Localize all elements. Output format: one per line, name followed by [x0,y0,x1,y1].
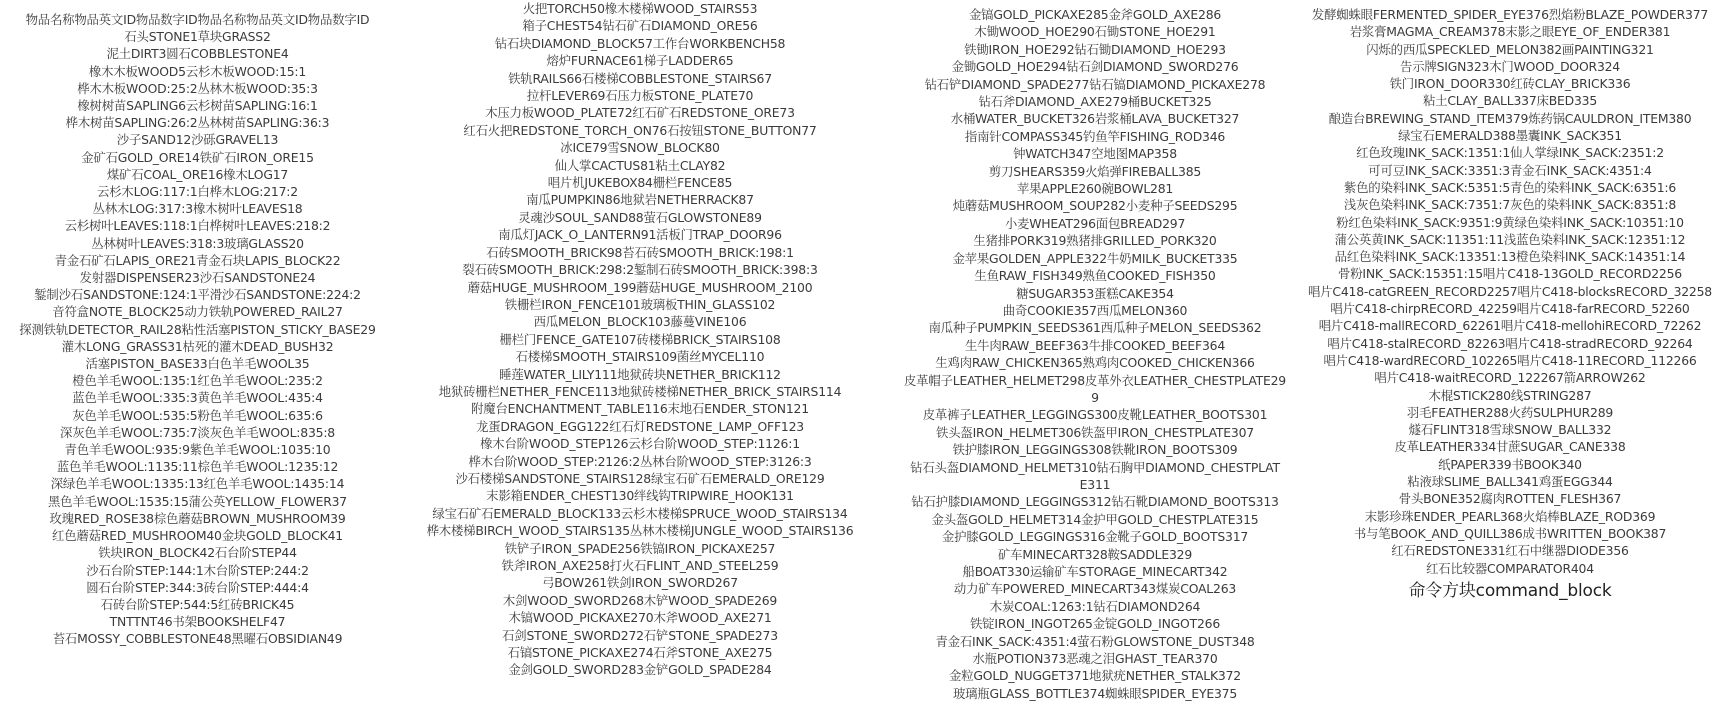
item-entry-line: 石楼梯SMOOTH_STAIRS109菌丝MYCEL110 [515,349,765,365]
item-entry-line: 灵魂沙SOUL_SAND88萤石GLOWSTONE89 [518,209,762,225]
item-entry-line: 红石REDSTONE331红石中继器DIODE356 [1391,543,1629,559]
item-entry-line: 木锄WOOD_HOE290石锄STONE_HOE291 [974,24,1216,40]
item-entry-line: 丛林树叶LEAVES:318:3玻璃GLASS20 [91,235,304,251]
item-entry-line: 黑色羊毛WOOL:1535:15蒲公英YELLOW_FLOWER37 [47,493,347,509]
item-entry-line: 沙子SAND12沙砾GRAVEL13 [116,132,279,148]
item-entry-line: 木镐WOOD_PICKAXE270木斧WOOD_AXE271 [508,610,772,626]
item-id-column-4 [1290,6,1730,603]
item-entry-line: 钻石铲DIAMOND_SPADE277钻石镐DIAMOND_PICKAXE278 [924,76,1266,92]
item-id-column-1 [0,11,395,648]
item-entry-line: 裂石砖SMOOTH_BRICK:298:2錾制石砖SMOOTH_BRICK:398:3 [462,262,818,278]
item-entry-line: 橡木木板WOOD5云杉木板WOOD:15:1 [88,63,307,79]
item-entry-line: 南瓜灯JACK_O_LANTERN91活板门TRAP_DOOR96 [498,227,782,243]
item-entry-line: 曲奇COOKIE357西瓜MELON360 [1002,302,1188,318]
item-entry-line: 皮革裤子LEATHER_LEGGINGS300皮靴LEATHER_BOOTS301 [922,407,1268,423]
item-entry-line: 矿车MINECART328鞍SADDLE329 [997,546,1193,562]
item-entry-line: 木炭COAL:1263:1钻石DIAMOND264 [989,598,1201,614]
item-entry-line: 9 [1091,389,1099,405]
item-entry-line: 青色羊毛WOOL:935:9紫色羊毛WOOL:1035:10 [64,442,331,458]
item-entry-line: 钻石块DIAMOND_BLOCK57工作台WORKBENCH58 [494,35,786,51]
item-entry-line: 深灰色羊毛WOOL:735:7淡灰色羊毛WOOL:835:8 [60,424,335,440]
item-entry-line: 生牛肉RAW_BEEF363牛排COOKED_BEEF364 [964,337,1226,353]
item-entry-line: 物品名称物品英文ID物品数字ID物品名称物品英文ID物品数字ID [25,12,370,27]
item-entry-line: 桦木台阶WOOD_STEP:2126:2丛林台阶WOOD_STEP:3126:3 [468,453,812,469]
item-entry-line: 橡树树苗SAPLING6云杉树苗SAPLING:16:1 [77,98,318,114]
item-entry-line: 玫瑰RED_ROSE38棕色蘑菇BROWN_MUSHROOM39 [49,510,346,526]
item-entry-line: 红色蘑菇RED_MUSHROOM40金块GOLD_BLOCK41 [52,528,343,544]
item-entry-line: 红石火把REDSTONE_TORCH_ON76石按钮STONE_BUTTON77 [463,122,817,138]
item-entry-line: 动力矿车POWERED_MINECART343煤炭COAL263 [953,581,1237,597]
item-entry-line: 青金石INK_SACK:4351:4萤石粉GLOWSTONE_DUST348 [935,633,1255,649]
item-entry-line: 蒲公英黄INK_SACK:11351:11浅蓝色染料INK_SACK:12351:12 [1334,231,1686,247]
item-entry-line: 石镐STONE_PICKAXE274石斧STONE_AXE275 [507,645,773,661]
item-entry-line: 羽毛FEATHER288火药SULPHUR289 [1406,404,1614,420]
item-entry-line: 金护膝GOLD_LEGGINGS316金靴子GOLD_BOOTS317 [941,529,1249,545]
item-entry-line: 木压力板WOOD_PLATE72红石矿石REDSTONE_ORE73 [485,105,795,121]
item-entry-line: 唱片C418-mallRECORD_62261唱片C418-mellohiRECORD_72262 [1318,318,1702,334]
item-entry-line: 金剑GOLD_SWORD283金铲GOLD_SPADE284 [508,662,772,678]
item-entry-line: 木剑WOOD_SWORD268木铲WOOD_SPADE269 [502,592,778,608]
item-entry-line: 橙色羊毛WOOL:135:1红色羊毛WOOL:235:2 [72,373,323,389]
item-entry-line: 石头STONE1草块GRASS2 [124,29,271,45]
item-entry-line: 木棍STICK280线STRING287 [1428,387,1592,403]
item-entry-line: 玻璃瓶GLASS_BOTTLE374蜘蛛眼SPIDER_EYE375 [952,685,1238,701]
item-entry-line: 粘液球SLIME_BALL341鸡蛋EGG344 [1407,474,1613,490]
item-entry-line: 石砖台阶STEP:544:5红砖BRICK45 [100,596,295,612]
item-entry-line: 唱片C418-catGREEN_RECORD2257唱片C418-blocksRECORD_32258 [1308,283,1712,299]
item-entry-line: 末影箱ENDER_CHEST130绊线钩TRIPWIRE_HOOK131 [486,488,794,504]
item-entry-line: 煤矿石COAL_ORE16橡木LOG17 [106,166,289,182]
item-entry-line: 皮革LEATHER334甘蔗SUGAR_CANE338 [1394,439,1626,455]
item-entry-line: 糖SUGAR353蛋糕CAKE354 [1016,285,1174,301]
item-id-column-2 [405,0,875,679]
item-entry-line: 铁锄IRON_HOE292钻石锄DIAMOND_HOE293 [964,41,1226,57]
item-entry-line: 闪烁的西瓜SPECKLED_MELON382画PAINTING321 [1366,41,1654,57]
item-entry-line: 水瓶POTION373恶魂之泪GHAST_TEAR370 [972,651,1218,667]
item-entry-line: 金粒GOLD_NUGGET371地狱疣NETHER_STALK372 [949,668,1241,684]
item-entry-line: 箱子CHEST54钻石矿石DIAMOND_ORE56 [522,18,758,34]
item-entry-line: 金镐GOLD_PICKAXE285金斧GOLD_AXE286 [968,7,1222,22]
command-block-entry: 命令方块command_block [1408,580,1612,601]
item-entry-line: TNTTNT46书架BOOKSHELF47 [109,614,286,630]
item-entry-line: 纸PAPER339书BOOK340 [1438,456,1582,472]
item-entry-line: 南瓜PUMPKIN86地狱岩NETHERRACK87 [526,192,754,208]
item-entry-line: 红色玫瑰INK_SACK:1351:1仙人掌绿INK_SACK:2351:2 [1356,145,1664,161]
item-entry-line: 灰色羊毛WOOL:535:5粉色羊毛WOOL:635:6 [72,407,323,423]
item-entry-line: 橡木台阶WOOD_STEP126云杉台阶WOOD_STEP:1126:1 [480,436,800,452]
item-entry-line: 浅灰色染料INK_SACK:7351:7灰色的染料INK_SACK:8351:8 [1343,197,1677,213]
item-entry-line: 粘土CLAY_BALL337床BED335 [1422,93,1598,109]
item-entry-line: 云杉木LOG:117:1白桦木LOG:217:2 [97,184,298,200]
item-entry-line: 灌木LONG_GRASS31枯死的灌木DEAD_BUSH32 [61,338,334,354]
item-entry-line: 云杉树叶LEAVES:118:1白桦树叶LEAVES:218:2 [64,218,331,234]
item-entry-line: 桦木木板WOOD:25:2丛林木板WOOD:35:3 [77,80,318,96]
item-entry-line: 弓BOW261铁剑IRON_SWORD267 [542,575,738,591]
item-entry-line: 探测铁轨DETECTOR_RAIL28粘性活塞PISTON_STICKY_BASE29 [19,321,376,337]
item-entry-line: 小麦WHEAT296面包BREAD297 [1004,215,1186,231]
item-entry-line: 地狱砖栅栏NETHER_FENCE113地狱砖楼梯NETHER_BRICK_STAIRS114 [438,383,842,399]
item-entry-line: 钻石斧DIAMOND_AXE279桶BUCKET325 [978,94,1212,110]
item-entry-line: 活塞PISTON_BASE33白色羊毛WOOL35 [85,356,310,372]
item-entry-line: 生猪排PORK319熟猪排GRILLED_PORK320 [973,233,1217,249]
item-entry-line: 桦木树苗SAPLING:26:2丛林树苗SAPLING:36:3 [65,115,330,131]
item-entry-line: 铁锭IRON_INGOT265金锭GOLD_INGOT266 [969,616,1221,632]
item-entry-line: 青金石矿石LAPIS_ORE21青金石块LAPIS_BLOCK22 [54,252,341,268]
item-entry-line: 桦木楼梯BIRCH_WOOD_STAIRS135丛林木楼梯JUNGLE_WOOD_STAIRS136 [426,523,854,539]
item-entry-line: 蘑菇HUGE_MUSHROOM_199蘑菇HUGE_MUSHROOM_2100 [467,279,813,295]
item-entry-line: 骨粉INK_SACK:15351:15唱片C418-13GOLD_RECORD2256 [1338,266,1682,282]
item-entry-line: 泥土DIRT3圆石COBBLESTONE4 [106,46,289,62]
item-entry-line: 龙蛋DRAGON_EGG122红石灯REDSTONE_LAMP_OFF123 [476,418,804,434]
item-entry-line: 钟WATCH347空地图MAP358 [1013,146,1177,162]
item-entry-line: 金头盔GOLD_HELMET314金护甲GOLD_CHESTPLATE315 [931,511,1259,527]
item-entry-line: 骨头BONE352腐肉ROTTEN_FLESH367 [1398,491,1622,507]
item-entry-line: 熔炉FURNACE61梯子LADDER65 [546,53,734,69]
item-entry-line: 钻石护膝DIAMOND_LEGGINGS312钻石靴DIAMOND_BOOTS313 [911,494,1279,510]
item-entry-line: 音符盒NOTE_BLOCK25动力铁轨POWERED_RAIL27 [52,304,343,320]
item-entry-line: E311 [1079,476,1111,492]
item-entry-line: 品红色染料INK_SACK:13351:13橙色染料INK_SACK:14351:14 [1334,249,1686,265]
item-entry-line: 金锄GOLD_HOE294钻石剑DIAMOND_SWORD276 [951,59,1239,75]
item-entry-line: 铁栅栏IRON_FENCE101玻璃板THIN_GLASS102 [504,296,776,312]
item-entry-line: 丛林木LOG:317:3橡木树叶LEAVES18 [92,201,303,217]
item-entry-line: 拉杆LEVER69石压力板STONE_PLATE70 [526,88,754,104]
item-entry-line: 告示牌SIGN323木门WOOD_DOOR324 [1400,58,1620,74]
item-entry-line: 蓝色羊毛WOOL:335:3黄色羊毛WOOL:435:4 [72,390,323,406]
item-entry-line: 火把TORCH50橡木楼梯WOOD_STAIRS53 [522,1,758,16]
item-entry-line: 錾制沙石SANDSTONE:124:1平滑沙石SANDSTONE:224:2 [34,287,361,303]
item-entry-line: 皮革帽子LEATHER_HELMET298皮革外衣LEATHER_CHESTPLATE29 [903,372,1286,388]
item-entry-line: 栅栏门FENCE_GATE107砖楼梯BRICK_STAIRS108 [499,331,781,347]
item-entry-line: 唱片机JUKEBOX84栅栏FENCE85 [547,175,733,191]
item-entry-line: 西瓜MELON_BLOCK103藤蔓VINE106 [533,314,747,330]
item-entry-line: 发射器DISPENSER23沙石SANDSTONE24 [79,270,316,286]
item-entry-line: 绿宝石EMERALD388墨囊INK_SACK351 [1398,128,1622,144]
item-entry-line: 蓝色羊毛WOOL:1135:11棕色羊毛WOOL:1235:12 [56,459,339,475]
item-entry-line: 深绿色羊毛WOOL:1335:13红色羊毛WOOL:1435:14 [50,476,345,492]
item-entry-line: 石剑STONE_SWORD272石铲STONE_SPADE273 [502,627,778,643]
item-entry-line: 绿宝石矿石EMERALD_BLOCK133云杉木楼梯SPRUCE_WOOD_STAIRS134 [432,505,848,521]
item-entry-line: 生鱼RAW_FISH349熟鱼COOKED_FISH350 [974,268,1216,284]
item-entry-line: 金苹果GOLDEN_APPLE322牛奶MILK_BUCKET335 [952,250,1238,266]
item-entry-line: 附魔台ENCHANTMENT_TABLE116末地石ENDER_STON121 [471,401,809,417]
item-entry-line: 生鸡肉RAW_CHICKEN365熟鸡肉COOKED_CHICKEN366 [935,355,1255,371]
item-entry-line: 书与笔BOOK_AND_QUILL386成书WRITTEN_BOOK387 [1353,525,1667,541]
item-entry-line: 铁斧IRON_AXE258打火石FLINT_AND_STEEL259 [501,558,779,573]
item-entry-line: 铁门IRON_DOOR330红砖CLAY_BRICK336 [1389,76,1631,92]
item-entry-line: 水桶WATER_BUCKET326岩浆桶LAVA_BUCKET327 [950,111,1240,127]
item-entry-line: 铁铲子IRON_SPADE256铁镐IRON_PICKAXE257 [504,540,776,556]
item-entry-line: 燧石FLINT318雪球SNOW_BALL332 [1408,422,1612,438]
item-entry-line: 钻石头盔DIAMOND_HELMET310钻石胸甲DIAMOND_CHESTPLAT [910,459,1280,475]
item-entry-line: 铁轨RAILS66石楼梯COBBLESTONE_STAIRS67 [508,70,772,86]
item-entry-line: 睡莲WATER_LILY111地狱砖块NETHER_BRICK112 [499,366,781,382]
item-entry-line: 冰ICE79雪SNOW_BLOCK80 [560,140,720,156]
item-entry-line: 沙石楼梯SANDSTONE_STAIRS128绿宝石矿石EMERALD_ORE129 [455,470,825,486]
item-entry-line: 金矿石GOLD_ORE14铁矿石IRON_ORE15 [81,149,314,165]
item-entry-line: 石砖SMOOTH_BRICK98苔石砖SMOOTH_BRICK:198:1 [486,244,794,260]
item-entry-line: 仙人掌CACTUS81粘土CLAY82 [554,157,726,173]
item-entry-line: 圆石台阶STEP:344:3砖台阶STEP:444:4 [86,579,309,595]
item-entry-line: 剪刀SHEARS359火焰弹FIREBALL385 [988,163,1202,179]
item-entry-line: 唱片C418-wardRECORD_102265唱片C418-11RECORD_112266 [1323,352,1697,368]
item-entry-line: 南瓜种子PUMPKIN_SEEDS361西瓜种子MELON_SEEDS362 [928,320,1262,336]
item-entry-line: 唱片C418-stalRECORD_82263唱片C418-stradRECORD_92264 [1327,335,1693,351]
item-entry-line: 苔石MOSSY_COBBLESTONE48黑曜石OBSIDIAN49 [52,631,343,647]
item-entry-line: 铁块IRON_BLOCK42石台阶STEP44 [98,545,297,561]
item-entry-line: 铁护膝IRON_LEGGINGS308铁靴IRON_BOOTS309 [952,442,1238,458]
item-entry-line: 炖蘑菇MUSHROOM_SOUP282小麦种子SEEDS295 [952,198,1238,214]
item-entry-line: 船BOAT330运输矿车STORAGE_MINECART342 [962,564,1228,579]
item-entry-line: 红石比较器COMPARATOR404 [1426,560,1594,576]
item-entry-line: 酿造台BREWING_STAND_ITEM379炼药锅CAULDRON_ITEM380 [1328,110,1692,126]
item-entry-line: 发酵蜘蛛眼FERMENTED_SPIDER_EYE376烈焰粉BLAZE_POWDER377 [1311,7,1709,22]
item-entry-line: 指南针COMPASS345钓鱼竿FISHING_ROD346 [964,128,1226,144]
item-entry-line: 苹果APPLE260碗BOWL281 [1016,181,1174,197]
item-entry-line: 沙石台阶STEP:144:1木台阶STEP:244:2 [86,562,309,578]
item-id-column-3 [880,6,1310,702]
item-entry-line: 唱片C418-waitRECORD_122267箭ARROW262 [1374,370,1646,386]
item-entry-line: 粉红色染料INK_SACK:9351:9黄绿色染料INK_SACK:10351:10 [1336,214,1684,230]
item-entry-line: 唱片C418-chirpRECORD_42259唱片C418-farRECORD_52260 [1330,301,1690,317]
item-entry-line: 铁头盔IRON_HELMET306铁盔甲IRON_CHESTPLATE307 [936,424,1254,440]
item-entry-line: 可可豆INK_SACK:3351:3青金石INK_SACK:4351:4 [1368,162,1652,178]
item-entry-line: 岩浆膏MAGMA_CREAM378末影之眼EYE_OF_ENDER381 [1349,24,1671,40]
item-entry-line: 紫色的染料INK_SACK:5351:5青色的染料INK_SACK:6351:6 [1343,179,1677,195]
item-entry-line: 末影珍珠ENDER_PEARL368火焰棒BLAZE_ROD369 [1364,508,1656,524]
